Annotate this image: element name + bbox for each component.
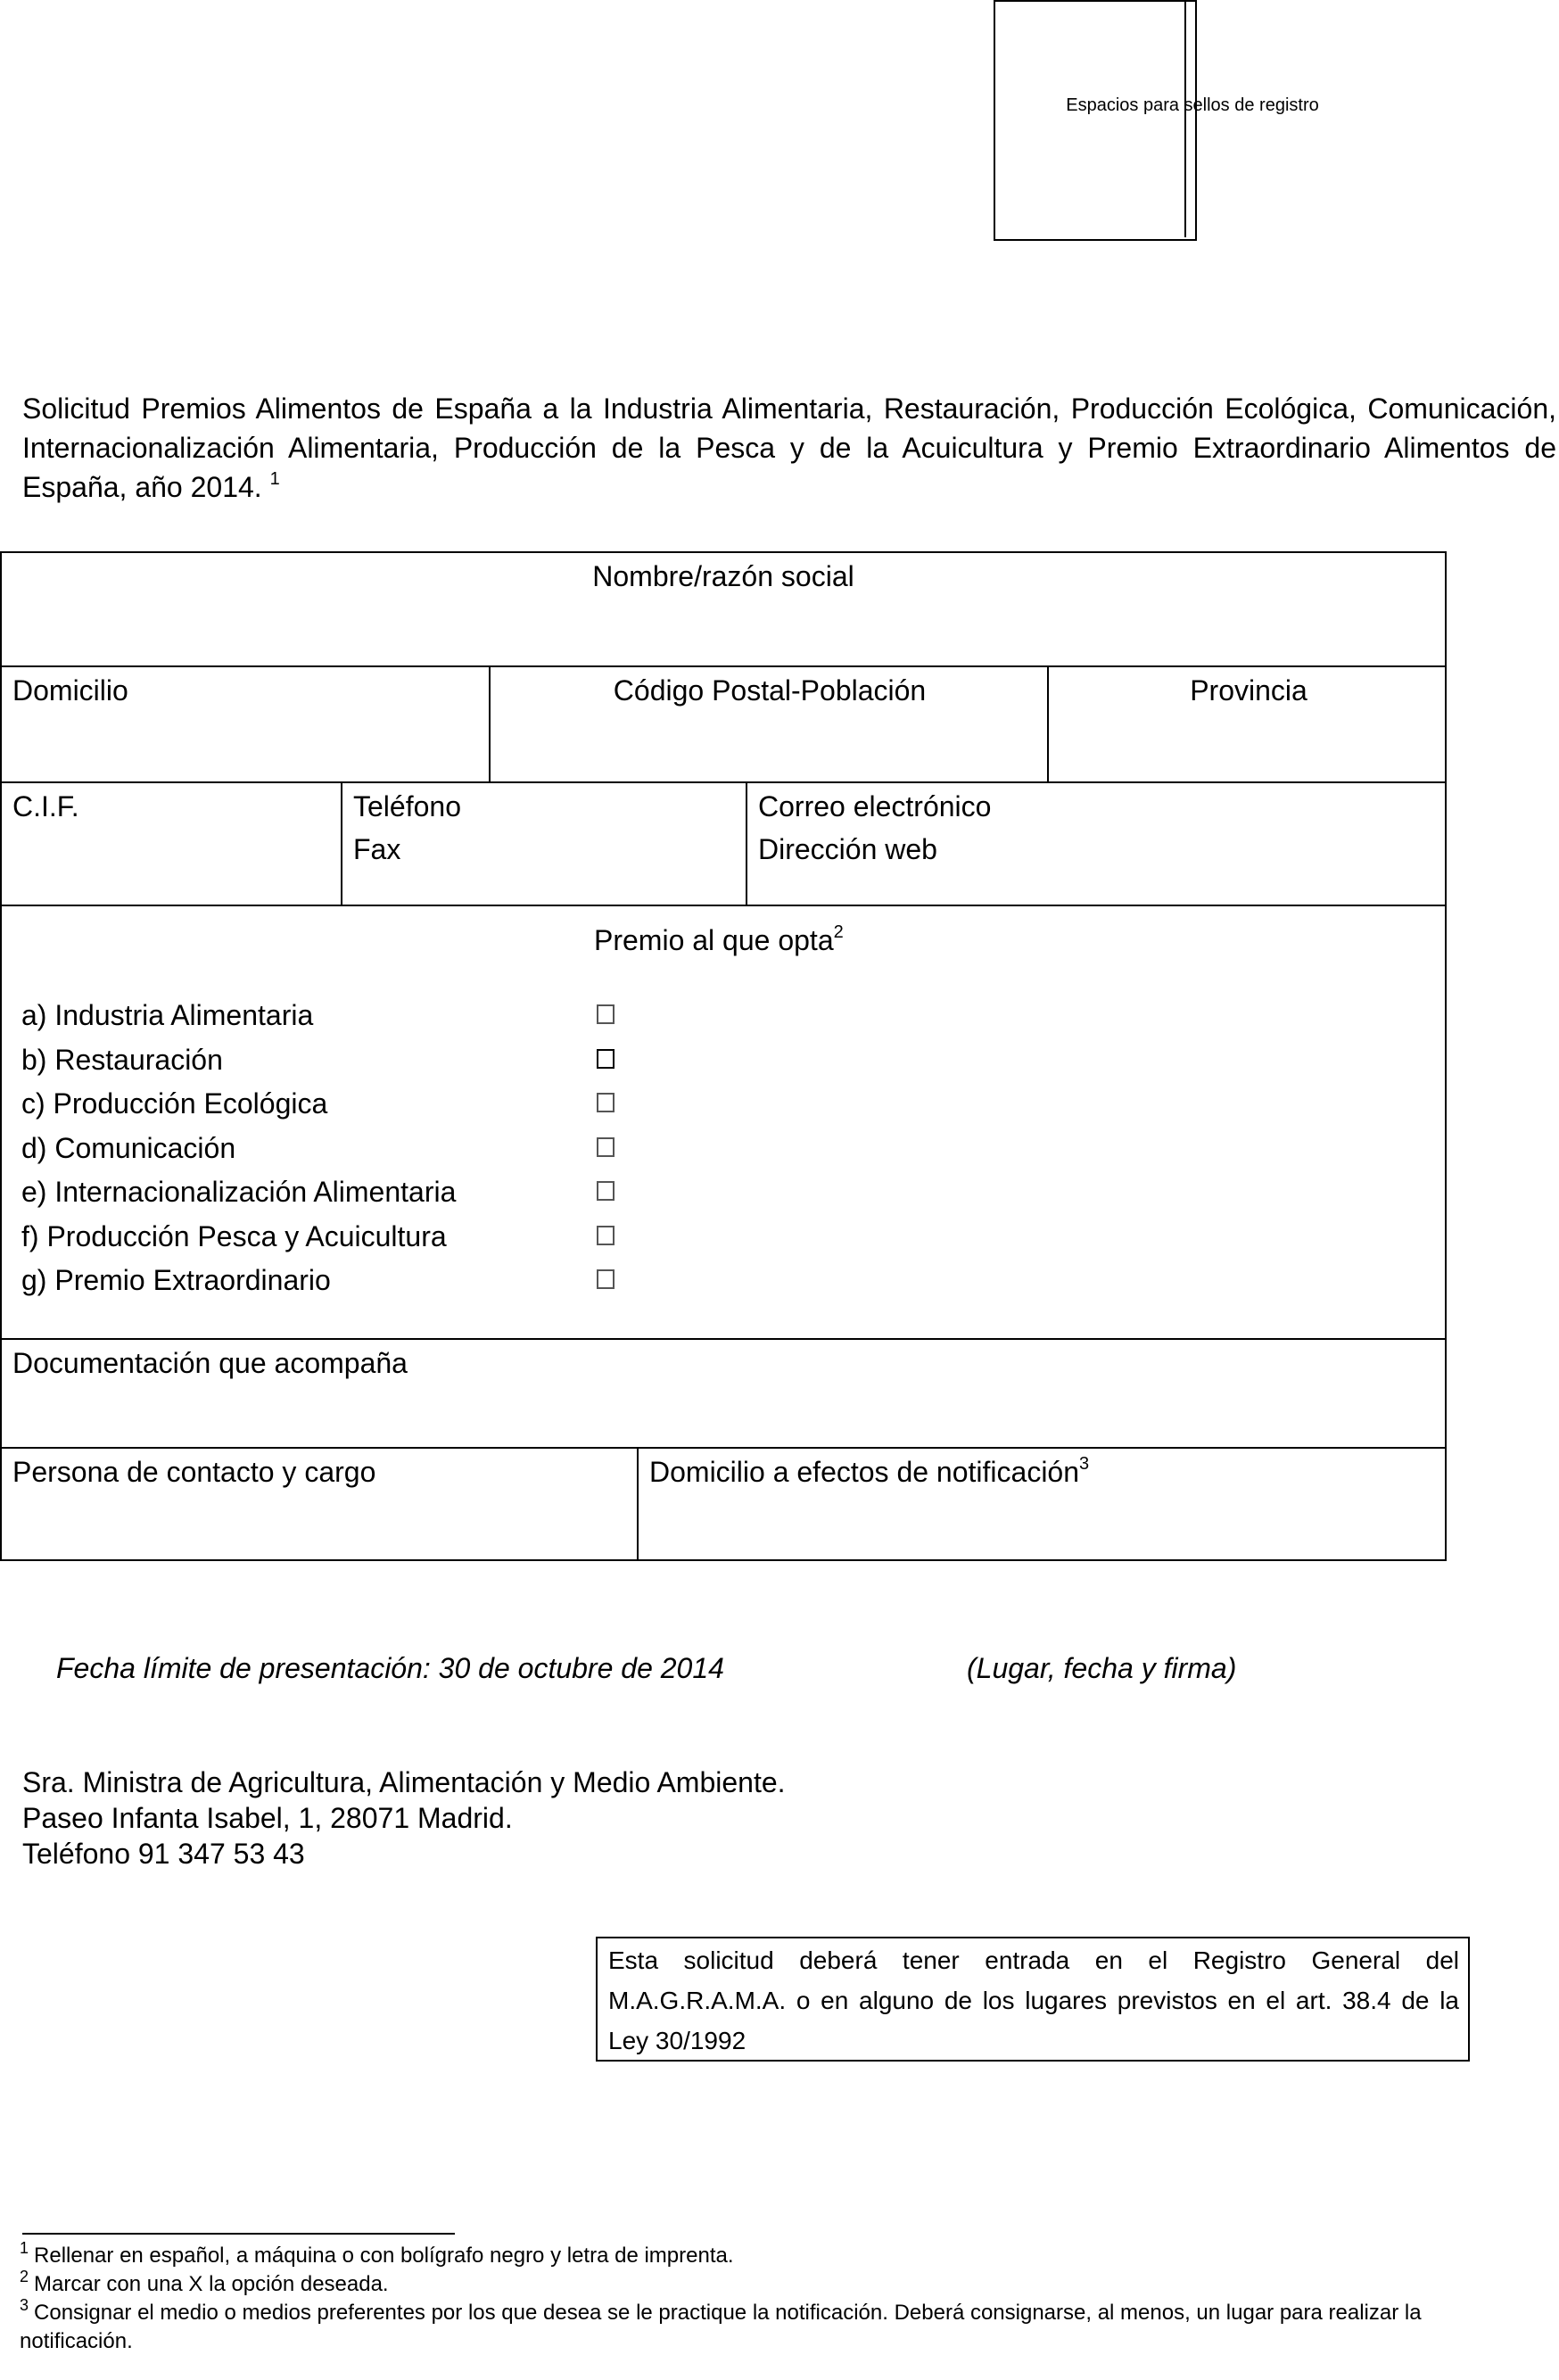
submission-notice: Esta solicitud deberá tener entrada en el Registro General del M.A.G.R.A.M.A. o en alguno de los lugares previstos en el art. 38.4 de la Ley 30/1992 xyxy=(596,1937,1470,2062)
documentacion-label: Documentación que acompaña xyxy=(12,1347,408,1379)
footnote-text: Rellenar en español, a máquina o con bolígrafo negro y letra de imprenta. xyxy=(34,2244,734,2268)
option-restauracion[interactable] xyxy=(21,1042,456,1087)
option-label: e) Internacionalización Alimentaria xyxy=(21,1176,457,1208)
option-label: g) Premio Extraordinario xyxy=(21,1264,331,1296)
row-divider xyxy=(2,905,1445,906)
address-line: Sra. Ministra de Agricultura, Alimentación y Medio Ambiente. xyxy=(22,1766,786,1798)
recipient-address xyxy=(22,1764,786,1872)
option-checkbox[interactable] xyxy=(597,1093,615,1112)
option-label: a) Industria Alimentaria xyxy=(21,999,314,1031)
stamp-label: Espacios para sellos de registro xyxy=(1066,95,1319,115)
option-ecologica[interactable] xyxy=(21,1086,456,1130)
option-label: c) Producción Ecológica xyxy=(21,1087,328,1120)
row-divider xyxy=(2,1447,1445,1449)
telefono-label: Teléfono xyxy=(353,790,461,822)
fax-label: Fax xyxy=(353,833,401,865)
cif-label: C.I.F. xyxy=(12,790,79,822)
option-label: f) Producción Pesca y Acuicultura xyxy=(21,1219,447,1252)
web-label: Dirección web xyxy=(758,833,937,865)
option-checkbox[interactable] xyxy=(597,1049,615,1069)
col-divider xyxy=(341,781,342,905)
option-checkbox[interactable] xyxy=(597,1004,615,1024)
footnote-text: Consignar el medio o medios preferentes por los que desea se le practique la notificación. Deberá consignarse, al menos, un lugar para realizar la notificación. xyxy=(20,2301,1422,2353)
option-checkbox[interactable] xyxy=(597,1226,615,1245)
address-line: Teléfono 91 347 53 43 xyxy=(22,1838,305,1870)
footnote-number: 2 xyxy=(20,2268,29,2285)
provincia-label: Provincia xyxy=(1190,674,1307,707)
row-divider xyxy=(2,1338,1445,1340)
registry-stamp-box xyxy=(994,0,1197,241)
premio-label: Premio al que opta$^2$ xyxy=(594,922,844,956)
option-pesca[interactable] xyxy=(21,1219,456,1263)
email-label: Correo electrónico xyxy=(758,790,992,822)
option-checkbox[interactable] xyxy=(597,1137,615,1157)
signature-placeholder: (Lugar, fecha y firma) xyxy=(967,1652,1237,1684)
option-internacionalizacion[interactable] xyxy=(21,1174,456,1219)
col-divider xyxy=(746,781,747,905)
option-extraordinario[interactable] xyxy=(21,1262,456,1307)
footnote-text: Marcar con una X la opción deseada. xyxy=(34,2272,389,2296)
name-label: Nombre/razón social xyxy=(592,560,854,592)
notificacion-footnote-ref: 3 xyxy=(1079,1454,1090,1474)
contacto-label: Persona de contacto y cargo xyxy=(12,1456,376,1488)
row-divider xyxy=(2,665,1445,667)
option-industria[interactable] xyxy=(21,997,456,1042)
option-checkbox[interactable] xyxy=(597,1181,615,1201)
address-line: Paseo Infanta Isabel, 1, 28071 Madrid. xyxy=(22,1802,513,1834)
footnote xyxy=(20,2239,1536,2270)
stamp-divider xyxy=(1184,0,1186,237)
domicilio-label: Domicilio xyxy=(12,674,128,707)
notificacion-label: Domicilio a efectos de notificación$^3$ xyxy=(649,1454,1090,1488)
title-footnote-ref: 1 xyxy=(269,469,280,489)
form-title xyxy=(22,389,1556,507)
form-title-text: Solicitud Premios Alimentos de España a la Industria Alimentaria, Restauración, Producción Ecológica, Comunicación, Internacionalización Alimentaria, Producción de la Pesca y de la Acuicultura y Premio Extraordinario Alimentos de España, año 2014. xyxy=(22,393,1556,503)
col-divider xyxy=(637,1447,639,1559)
application-form xyxy=(0,551,1447,1561)
footnote-number: 3 xyxy=(20,2296,29,2314)
option-label: b) Restauración xyxy=(21,1043,223,1076)
cp-label: Código Postal-Población xyxy=(613,674,927,707)
footnotes xyxy=(20,2239,1536,2356)
option-comunicacion[interactable] xyxy=(21,1130,456,1175)
deadline-text: Fecha límite de presentación: 30 de octubre de 2014 xyxy=(56,1652,724,1684)
option-label: d) Comunicación xyxy=(21,1131,236,1164)
footnote-rule xyxy=(22,2233,455,2235)
row-divider xyxy=(2,781,1445,783)
footnote-number: 1 xyxy=(20,2239,29,2257)
award-options xyxy=(21,997,456,1307)
option-checkbox[interactable] xyxy=(597,1269,615,1289)
footnote xyxy=(20,2270,1536,2299)
footnote xyxy=(20,2296,1536,2356)
premio-footnote-ref: 2 xyxy=(833,922,844,942)
